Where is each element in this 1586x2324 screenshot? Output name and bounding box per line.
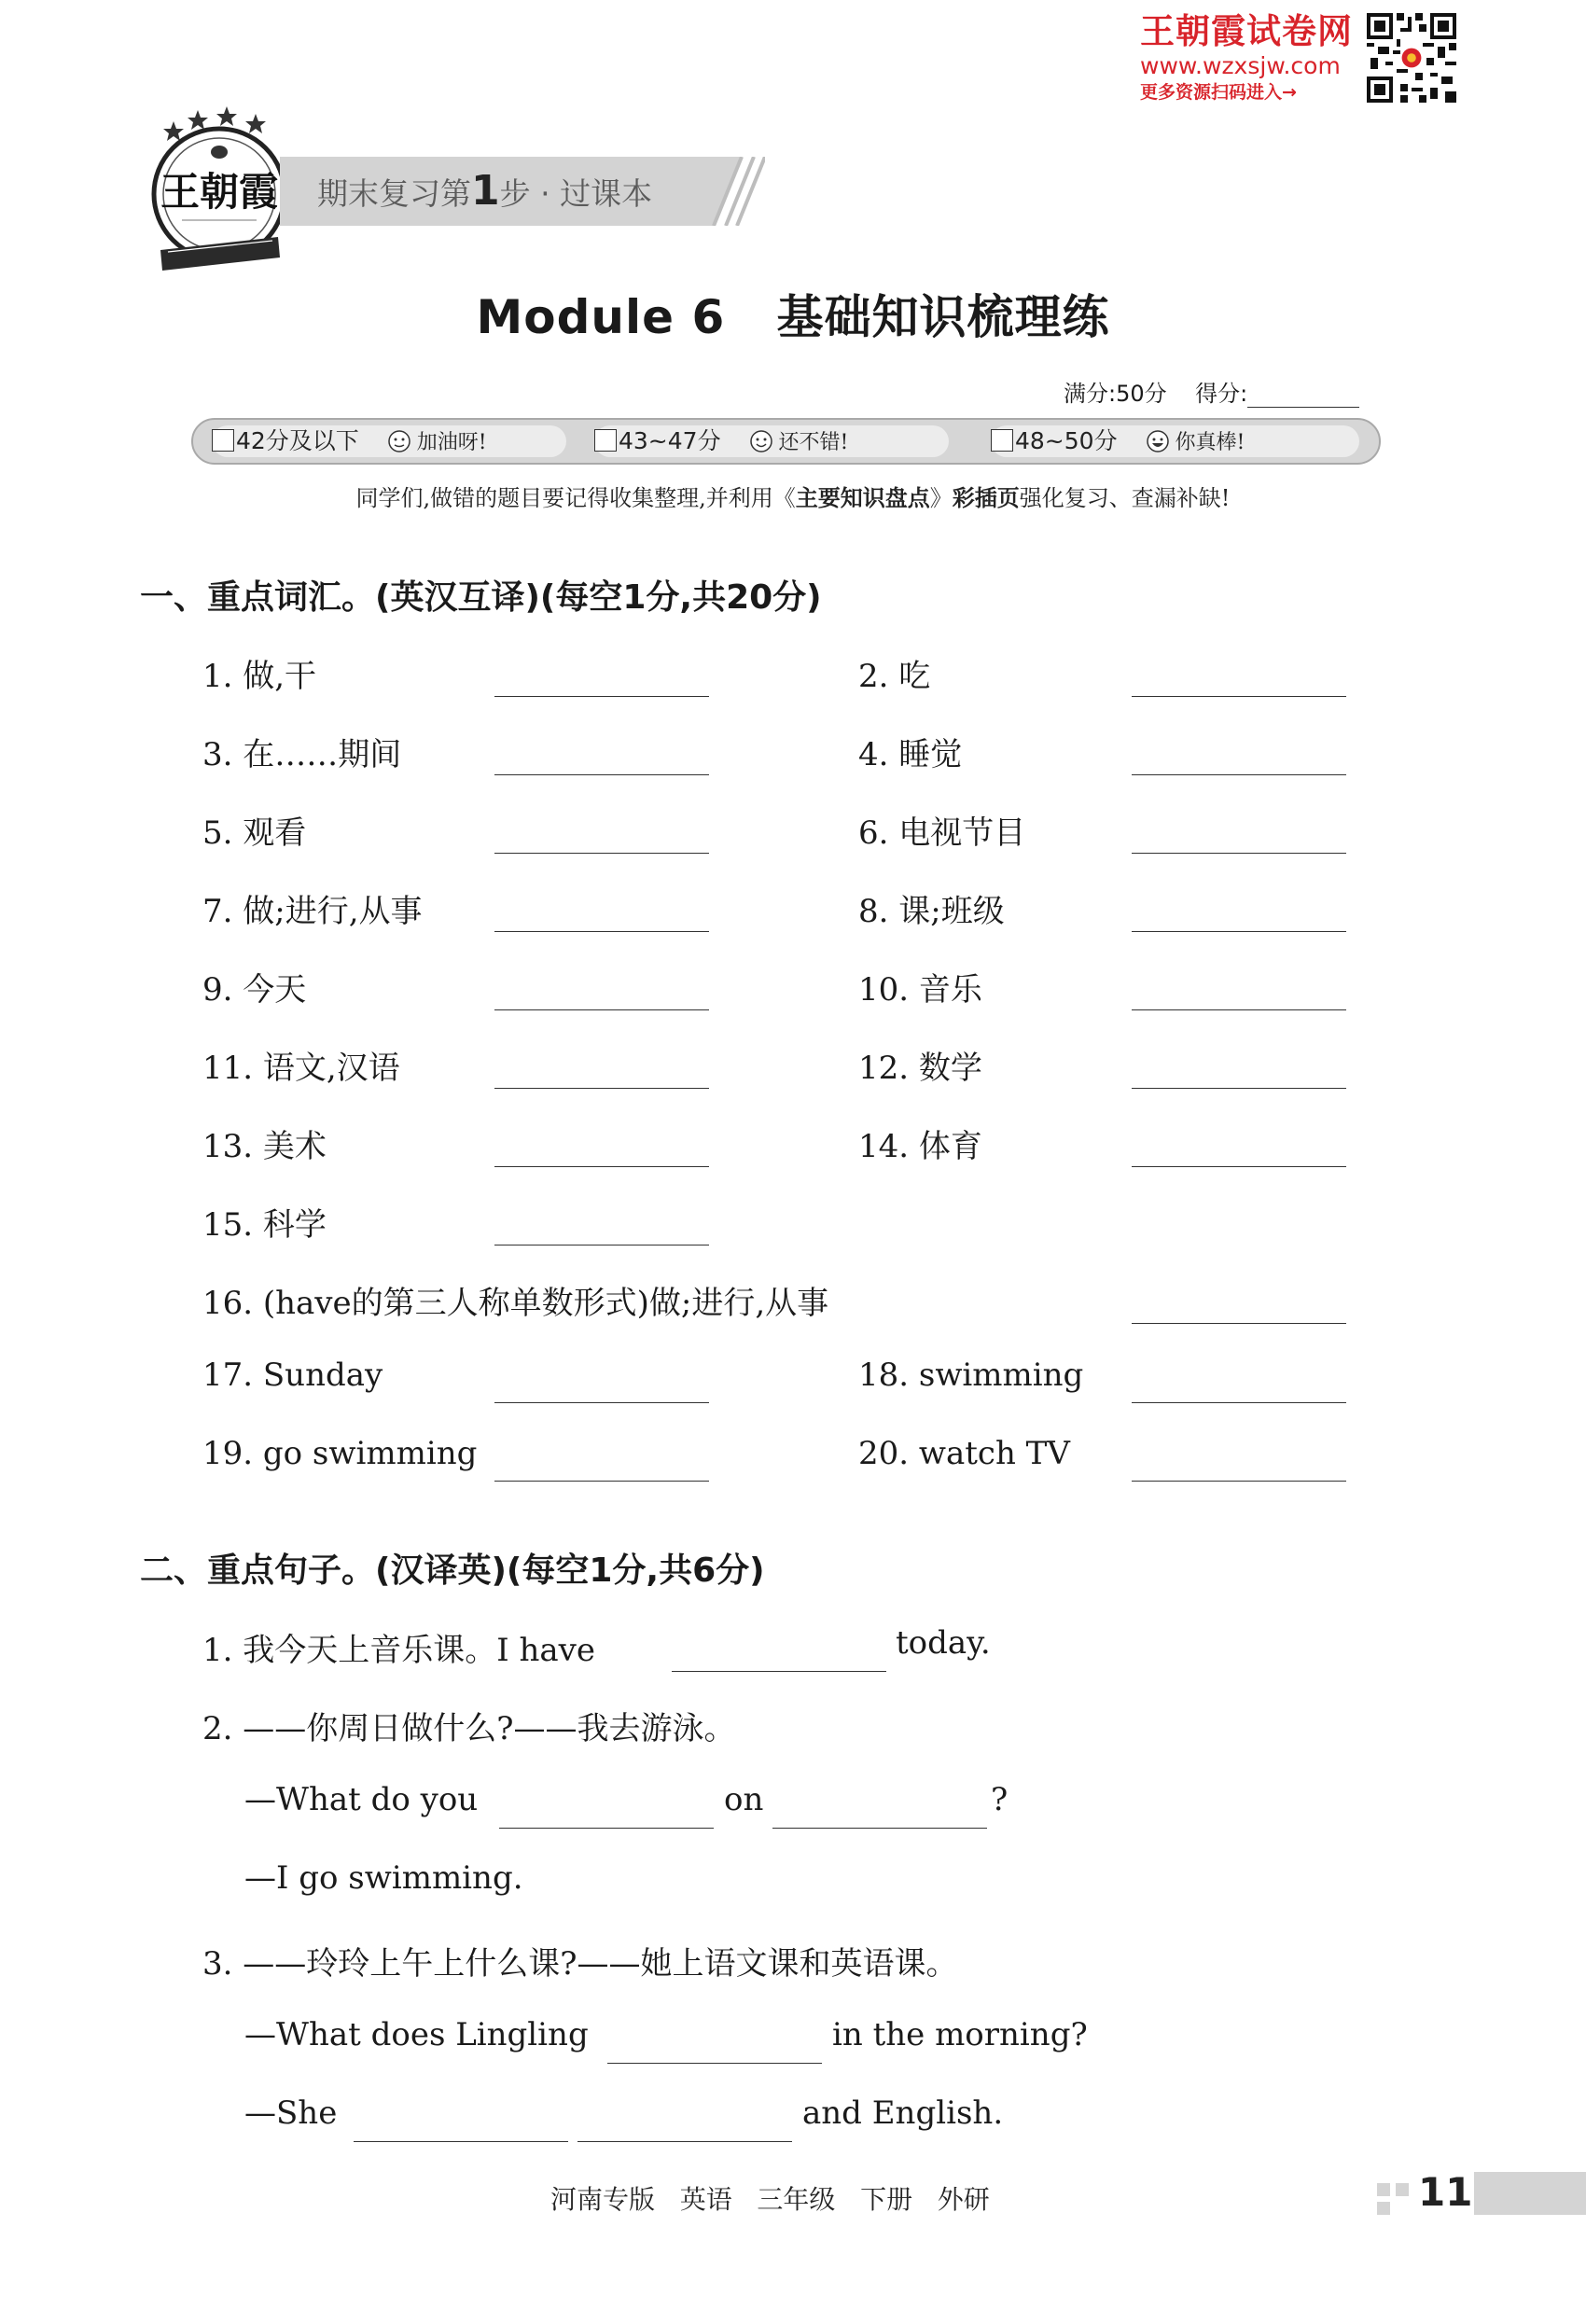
answer-line[interactable] — [1132, 1402, 1346, 1403]
vocab-item: 17. Sunday — [202, 1357, 383, 1394]
page-title: Module 6 基础知识梳理练 — [476, 290, 1110, 344]
vocab-item: 18. swimming — [858, 1357, 1084, 1394]
vocab-item: 4. 睡觉 — [858, 736, 963, 773]
rating-item[interactable]: 48~50分 你真棒! — [991, 425, 1359, 457]
score-blank[interactable] — [1247, 384, 1359, 408]
vocab-item: 5. 观看 — [202, 814, 307, 852]
page-number-band — [1474, 2172, 1586, 2215]
section2-heading: 二、重点句子。(汉译英)(每空1分,共6分) — [140, 1552, 765, 1590]
answer-line[interactable] — [577, 2141, 792, 2142]
thumbs-up-face-icon — [1146, 429, 1170, 453]
qr-code-icon[interactable] — [1367, 13, 1456, 103]
sentence-q2-line2: —I go swimming. — [244, 1859, 523, 1897]
brand-block — [1140, 11, 1364, 104]
answer-line[interactable] — [499, 1828, 714, 1829]
vocab-item: 14. 体育 — [858, 1128, 982, 1165]
rating-checkbox[interactable] — [991, 429, 1013, 452]
rating-checkbox[interactable] — [212, 429, 234, 452]
answer-line[interactable] — [354, 2141, 568, 2142]
sentence-q2-mark: ? — [991, 1781, 1009, 1818]
vocab-item: 15. 科学 — [202, 1206, 327, 1244]
vocab-item: 11. 语文,汉语 — [202, 1050, 400, 1087]
logo-text — [160, 169, 278, 215]
vocab-item: 7. 做;进行,从事 — [202, 893, 423, 930]
answer-line[interactable] — [1132, 853, 1346, 854]
answer-line[interactable] — [1132, 696, 1346, 697]
answer-line[interactable] — [494, 853, 709, 854]
vocab-item: 10. 音乐 — [858, 971, 982, 1009]
answer-line[interactable] — [494, 1402, 709, 1403]
vocab-item: 12. 数学 — [858, 1050, 982, 1087]
svg-text:王朝霞: 王朝霞 — [160, 169, 279, 215]
answer-line[interactable] — [1132, 1166, 1346, 1167]
vocab-item: 8. 课;班级 — [858, 893, 1005, 930]
answer-line[interactable] — [1132, 931, 1346, 932]
answer-line[interactable] — [1132, 774, 1346, 775]
sentence-q3-end: and English. — [802, 2094, 1004, 2132]
full-score-label: 满分:50分 — [1064, 381, 1167, 407]
answer-line[interactable] — [494, 1481, 709, 1482]
sentence-q3-tail: in the morning? — [832, 2016, 1088, 2053]
brand-more-link[interactable]: 更多资源扫码进入→ — [1140, 82, 1297, 103]
answer-line[interactable] — [494, 931, 709, 932]
header-banner-text: 期末复习第1步 · 过课本 — [317, 167, 653, 215]
vocab-item: 6. 电视节目 — [858, 814, 1026, 852]
answer-line[interactable] — [494, 1166, 709, 1167]
cheer-face-icon — [387, 429, 411, 453]
got-score-label: 得分: — [1195, 381, 1248, 407]
sentence-q2-chinese: 2. ——你周日做什么?——我去游泳。 — [202, 1710, 736, 1747]
smile-face-icon — [749, 429, 773, 453]
vocab-item: 9. 今天 — [202, 971, 307, 1009]
vocab-item: 19. go swimming — [202, 1435, 478, 1472]
sentence-q3-line2: —She — [244, 2094, 338, 2132]
vocab-item: 16. (have的第三人称单数形式)做;进行,从事 — [202, 1285, 829, 1322]
sentence-q1: 1. 我今天上音乐课。I have — [202, 1632, 595, 1669]
answer-line[interactable] — [607, 2063, 822, 2064]
brand-name: 王朝霞试卷网 — [1140, 11, 1353, 51]
sentence-q1-tail: today. — [896, 1624, 991, 1662]
vocab-item: 2. 吃 — [858, 658, 931, 695]
answer-line[interactable] — [1132, 1009, 1346, 1010]
vocab-item: 20. watch TV — [858, 1435, 1070, 1472]
brand-url[interactable]: www.wzxsjw.com — [1140, 52, 1341, 79]
rating-item[interactable]: 42分及以下 加油呀! — [212, 425, 566, 457]
sentence-q2-line1: —What do you — [244, 1781, 479, 1818]
page-corner-squares-icon — [1377, 2183, 1411, 2217]
sentence-q3-line1: —What does Lingling — [244, 2016, 589, 2053]
vocab-item: 13. 美术 — [202, 1128, 327, 1165]
sentence-q2-on: on — [724, 1781, 764, 1818]
footer-edition: 河南专版 英语 三年级 下册 外研 — [550, 2184, 990, 2215]
answer-line[interactable] — [1132, 1481, 1346, 1482]
score-line — [1064, 375, 1359, 408]
answer-line[interactable] — [1132, 1323, 1346, 1324]
answer-line[interactable] — [494, 1009, 709, 1010]
rating-bar — [191, 418, 1381, 465]
wangzhaoxia-logo — [140, 101, 299, 273]
instruction-note: 同学们,做错的题目要记得收集整理,并利用《主要知识盘点》彩插页强化复习、查漏补缺! — [355, 485, 1231, 511]
answer-line[interactable] — [494, 1088, 709, 1089]
rating-checkbox[interactable] — [594, 429, 617, 452]
answer-line[interactable] — [494, 774, 709, 775]
section1-heading: 一、重点词汇。(英汉互译)(每空1分,共20分) — [140, 578, 822, 617]
vocab-item: 3. 在……期间 — [202, 736, 402, 773]
answer-line[interactable] — [772, 1828, 987, 1829]
page-number: 11 — [1418, 2169, 1473, 2215]
rating-item[interactable]: 43~47分 还不错! — [594, 425, 949, 457]
sentence-q3-chinese: 3. ——玲玲上午上什么课?——她上语文课和英语课。 — [202, 1945, 958, 1983]
answer-line[interactable] — [672, 1671, 886, 1672]
answer-line[interactable] — [1132, 1088, 1346, 1089]
vocab-item: 1. 做,干 — [202, 658, 317, 695]
answer-line[interactable] — [494, 696, 709, 697]
